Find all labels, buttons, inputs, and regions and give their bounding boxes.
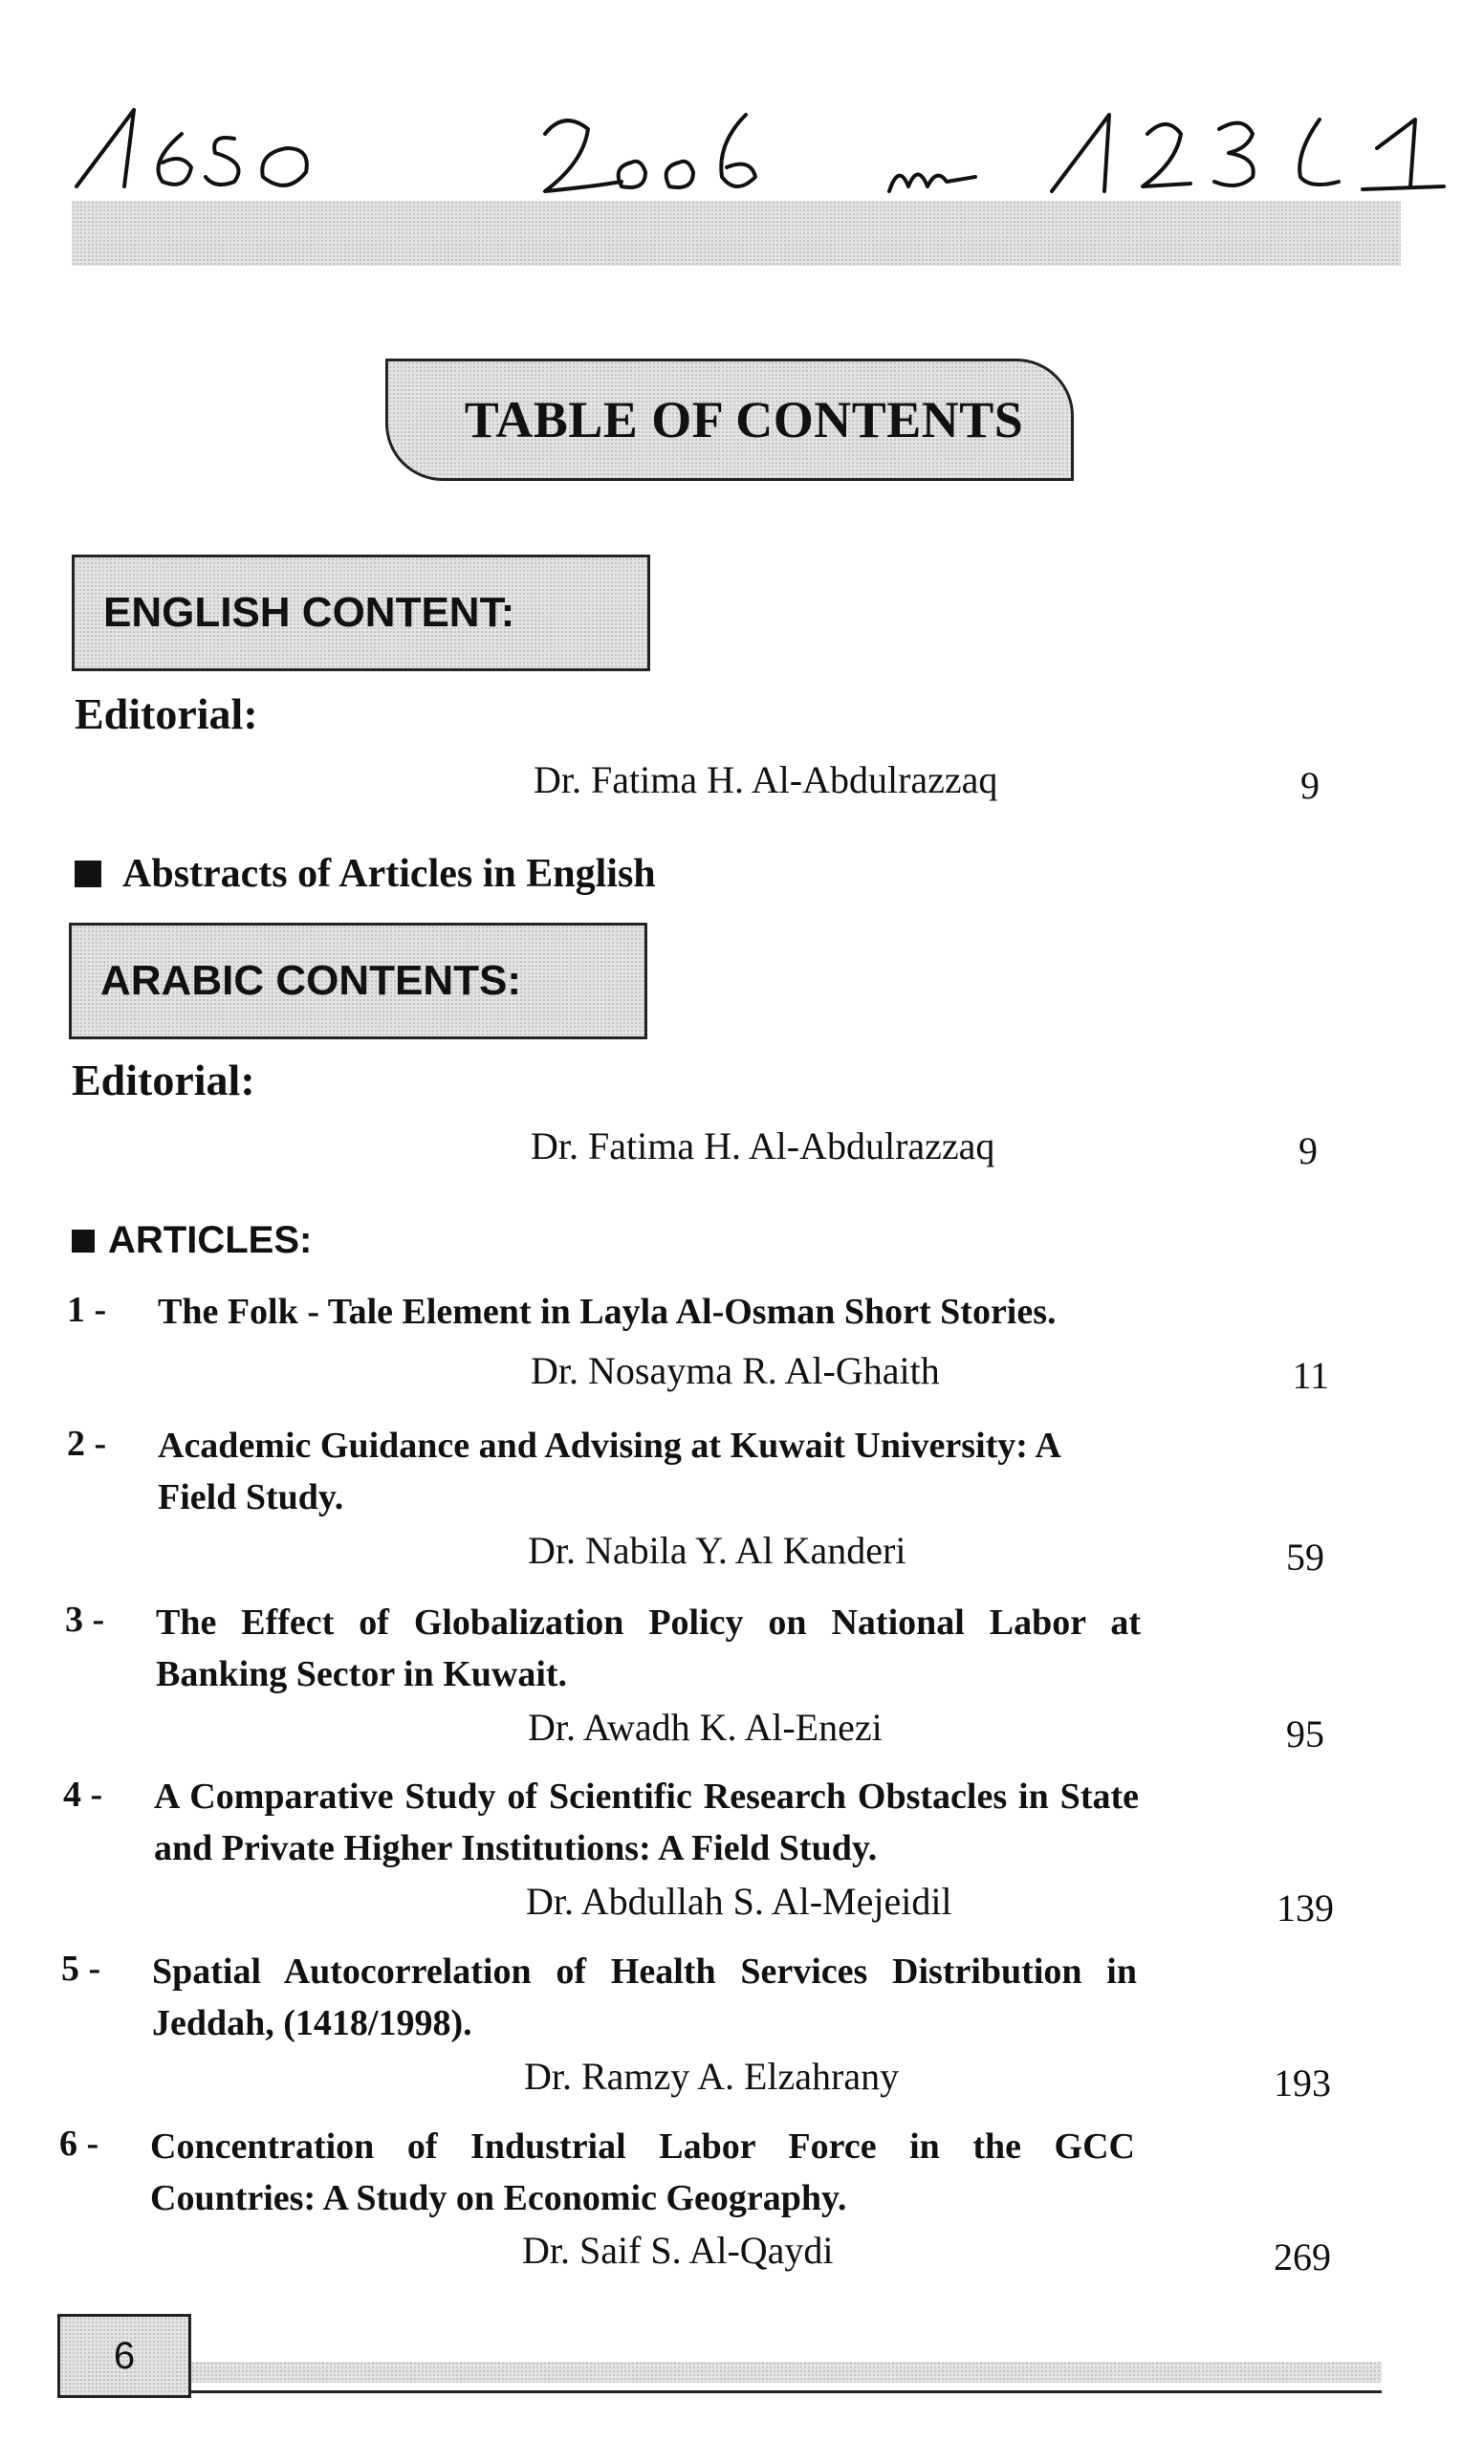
- articles-heading-row: [72, 1219, 312, 1262]
- english-editorial-author: Dr. Fatima H. Al-Abdulrazzaq: [534, 758, 998, 801]
- english-content-label: ENGLISH CONTENT:: [103, 589, 515, 636]
- arabic-editorial-author: Dr. Fatima H. Al-Abdulrazzaq: [531, 1124, 995, 1167]
- article-page: 193: [1274, 2061, 1331, 2104]
- bullet-square-icon: [72, 1230, 95, 1253]
- article-title: Academic Guidance and Advising at Kuwait University: A Field Study.: [158, 1426, 1059, 1517]
- article-author: Dr. Nabila Y. Al Kanderi: [528, 1529, 906, 1572]
- abstracts-item: [75, 851, 656, 897]
- article-page: 139: [1277, 1886, 1334, 1930]
- article-author: Dr. Abdullah S. Al-Mejeidil: [526, 1880, 952, 1923]
- article-title: Spatial Autocorrelation of Health Services Distribution in Jeddah, (1418/1998).: [152, 1952, 1137, 2043]
- page-title: TABLE OF CONTENTS: [464, 391, 1024, 448]
- article-page: 59: [1286, 1536, 1324, 1579]
- english-editorial-heading: Editorial:: [75, 689, 258, 738]
- arabic-contents-label-box: [69, 923, 647, 1039]
- english-editorial-page: 9: [1300, 764, 1320, 807]
- article-author: Dr. Nosayma R. Al-Ghaith: [531, 1349, 940, 1392]
- article-number: 1 -: [67, 1290, 107, 1330]
- handwritten-note: [57, 96, 1453, 210]
- article-title: A Comparative Study of Scientific Research Obstacles in State and Private Higher Institutions: A Field Study.: [154, 1777, 1139, 1868]
- article-title: The Folk - Tale Element in Layla Al-Osman Short Stories.: [158, 1292, 1057, 1332]
- article-page: 269: [1274, 2235, 1331, 2279]
- article-author: Dr. Saif S. Al-Qaydi: [522, 2229, 834, 2272]
- page-number: 6: [113, 2334, 136, 2377]
- article-number: 3 -: [65, 1600, 105, 1640]
- article-title: Concentration of Industrial Labor Force in the GCC Countries: A Study on Economic Geography.: [150, 2126, 1135, 2218]
- article-page: 11: [1292, 1354, 1329, 1397]
- arabic-editorial-page: 9: [1298, 1129, 1318, 1172]
- article-number: 4 -: [63, 1775, 103, 1815]
- article-page: 95: [1286, 1712, 1324, 1755]
- bottom-rule: [191, 2390, 1382, 2393]
- english-content-label-box: [72, 555, 650, 671]
- arabic-editorial-heading: Editorial:: [72, 1056, 255, 1104]
- article-author: Dr. Awadh K. Al-Enezi: [528, 1706, 883, 1749]
- arabic-contents-label: ARABIC CONTENTS:: [100, 957, 521, 1004]
- page-number-box: [57, 2314, 191, 2398]
- article-number: 5 -: [61, 1949, 101, 1989]
- article-number: 6 -: [59, 2124, 99, 2164]
- abstracts-label: Abstracts of Articles in English: [122, 852, 656, 896]
- bullet-square-icon: [75, 861, 101, 887]
- bottom-decorative-band: [191, 2362, 1382, 2383]
- articles-heading: ARTICLES:: [108, 1219, 313, 1261]
- article-title: The Effect of Globalization Policy on National Labor at Banking Sector in Kuwait.: [156, 1603, 1141, 1694]
- article-author: Dr. Ramzy A. Elzahrany: [524, 2055, 900, 2098]
- toc-title-box: [385, 359, 1074, 481]
- article-number: 2 -: [67, 1424, 107, 1464]
- top-decorative-band: [72, 201, 1401, 266]
